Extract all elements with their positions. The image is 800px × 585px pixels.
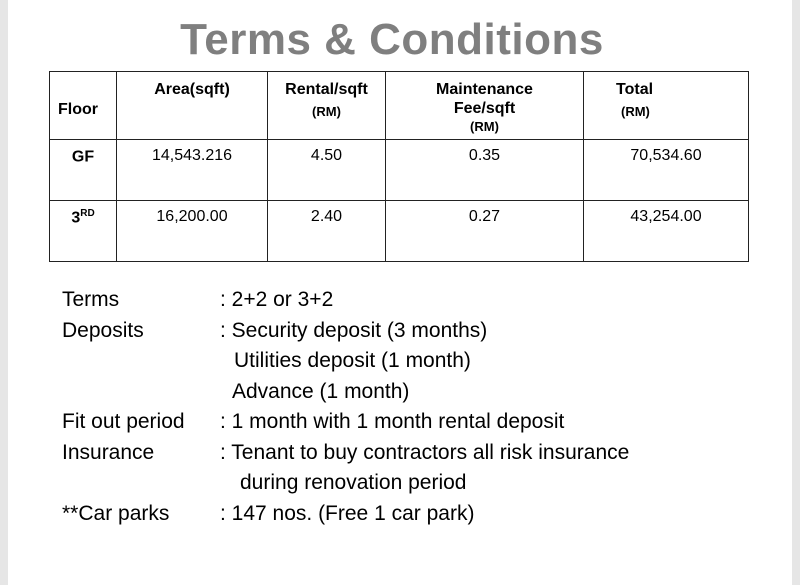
- table-row: [50, 140, 749, 201]
- cell-total: [584, 201, 749, 262]
- term-fit-out-period: [62, 407, 629, 438]
- cell-maintenance: [386, 201, 584, 262]
- rental-table: [49, 71, 749, 262]
- term-value: : Security deposit (3 months): [220, 318, 488, 342]
- term-value: : 1 month with 1 month rental deposit: [220, 410, 565, 433]
- cell-total: [584, 140, 749, 201]
- cell-rental: [268, 140, 386, 201]
- maintenance-value: 0.35: [468, 147, 501, 164]
- header-floor: Floor: [58, 101, 98, 118]
- header-maintenance-line2: Fee/sqft: [453, 100, 516, 117]
- floor-suffix: RD: [80, 208, 95, 219]
- term-value-continued: Advance (1 month): [232, 379, 410, 403]
- header-maintenance-unit: (RM): [470, 119, 499, 134]
- maintenance-value: 0.27: [468, 208, 501, 225]
- term-value-continued: during renovation period: [240, 471, 467, 494]
- page-title: Terms & Conditions: [180, 15, 604, 64]
- cell-area: [117, 140, 268, 201]
- term-value-continued: Utilities deposit (1 month): [234, 349, 471, 372]
- area-value: 14,543.216: [151, 147, 233, 164]
- term-label: Insurance: [62, 440, 155, 464]
- rental-value: 4.50: [310, 147, 343, 164]
- table-row: [50, 201, 749, 262]
- floor-label: GF: [71, 148, 95, 166]
- term-label: Fit out period: [62, 410, 185, 433]
- header-total-cell: [584, 72, 749, 140]
- area-value: 16,200.00: [156, 208, 228, 225]
- floor-label: 3: [71, 209, 81, 227]
- term-label: Terms: [62, 288, 120, 311]
- header-maintenance-line1: Maintenance: [436, 81, 533, 98]
- total-value: 70,534.60: [630, 147, 702, 164]
- terms-list: [62, 285, 629, 529]
- cell-maintenance: [386, 140, 584, 201]
- header-maintenance-cell: [386, 72, 584, 140]
- cell-area: [117, 201, 268, 262]
- header-total: Total: [616, 81, 654, 98]
- table-header-row: [50, 72, 749, 140]
- term-label: **Car parks: [62, 501, 170, 525]
- term-terms: [62, 285, 629, 316]
- term-value: : 2+2 or 3+2: [220, 288, 334, 311]
- term-value: : Tenant to buy contractors all risk insurance: [220, 440, 630, 464]
- term-label: Deposits: [62, 318, 144, 342]
- cell-floor: [50, 140, 117, 201]
- header-area: Area(sqft): [154, 81, 230, 98]
- header-rental-unit: (RM): [312, 104, 341, 119]
- header-total-unit: (RM): [621, 104, 650, 119]
- term-deposits: [62, 316, 629, 408]
- total-value: 43,254.00: [630, 208, 702, 225]
- header-floor-cell: [50, 72, 117, 140]
- cell-rental: [268, 201, 386, 262]
- header-rental-cell: [268, 72, 386, 140]
- header-area-cell: [117, 72, 268, 140]
- term-insurance: [62, 438, 629, 499]
- term-value: : 147 nos. (Free 1 car park): [220, 501, 475, 525]
- rental-value: 2.40: [310, 208, 343, 225]
- header-rental: Rental/sqft: [285, 81, 368, 98]
- cell-floor: [50, 201, 117, 262]
- term-car-parks: [62, 499, 629, 530]
